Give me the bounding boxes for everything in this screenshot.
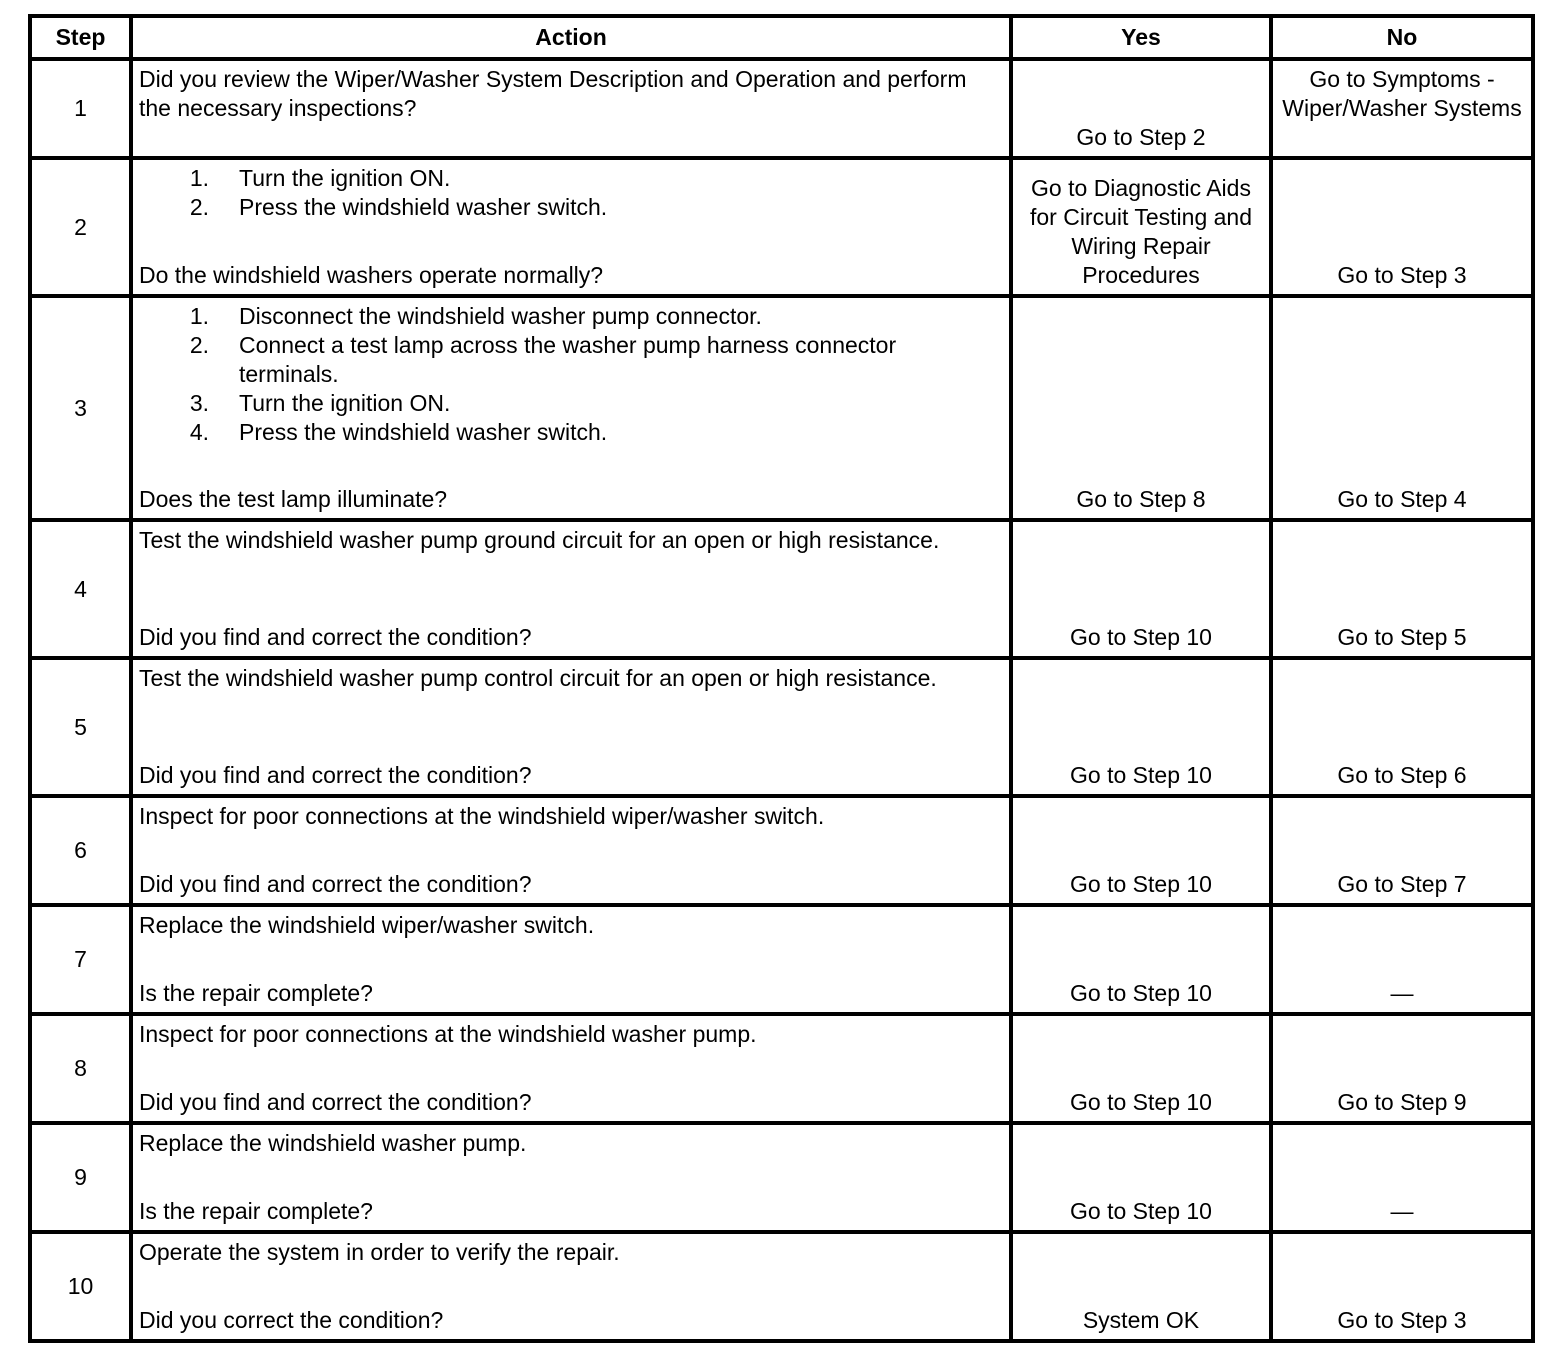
yes-result: Go to Step 10 — [1011, 1014, 1271, 1123]
action-instruction: Replace the windshield washer pump. — [139, 1130, 527, 1156]
list-item-number: 1. — [189, 303, 209, 329]
action-cell — [131, 158, 1011, 296]
action-question: Did you correct the condition? — [139, 1307, 444, 1333]
action-top — [139, 526, 999, 555]
yes-result: Go to Step 10 — [1011, 1123, 1271, 1232]
list-item — [139, 302, 999, 331]
list-item-text: Turn the ignition ON. — [239, 165, 451, 191]
action-top — [139, 911, 999, 940]
list-item-text: Connect a test lamp across the washer pump harness connector terminals. — [239, 332, 897, 387]
yes-result: Go to Step 10 — [1011, 905, 1271, 1014]
step-number: 3 — [30, 296, 131, 520]
table-row — [30, 905, 1533, 1014]
no-result: Go to Symptoms - Wiper/Washer Systems — [1271, 59, 1533, 158]
action-instruction: Did you review the Wiper/Washer System Description and Operation and perform the necessary inspections? — [139, 66, 967, 121]
procedure-list — [139, 302, 999, 447]
action-top — [139, 1238, 999, 1267]
step-number: 9 — [30, 1123, 131, 1232]
yes-result: Go to Step 8 — [1011, 296, 1271, 520]
action-question: Is the repair complete? — [139, 980, 373, 1006]
list-item-text: Disconnect the windshield washer pump connector. — [239, 303, 762, 329]
no-result: Go to Step 6 — [1271, 658, 1533, 796]
list-item-text: Turn the ignition ON. — [239, 390, 451, 416]
action-top — [139, 664, 999, 693]
list-item — [139, 331, 999, 389]
no-result: — — [1271, 905, 1533, 1014]
list-item-number: 3. — [189, 390, 209, 416]
no-result: — — [1271, 1123, 1533, 1232]
action-question: Did you find and correct the condition? — [139, 871, 532, 897]
table-row — [30, 796, 1533, 905]
yes-result: System OK — [1011, 1232, 1271, 1341]
list-item — [139, 164, 999, 193]
action-top — [139, 164, 999, 222]
step-number: 6 — [30, 796, 131, 905]
list-item-text: Press the windshield washer switch. — [239, 419, 608, 445]
no-result: Go to Step 3 — [1271, 158, 1533, 296]
action-top — [139, 1020, 999, 1049]
yes-result: Go to Diagnostic Aids for Circuit Testing and Wiring Repair Procedures — [1011, 158, 1271, 296]
list-item — [139, 418, 999, 447]
list-item-number: 1. — [189, 165, 209, 191]
action-question: Does the test lamp illuminate? — [139, 486, 448, 512]
action-question: Is the repair complete? — [139, 1198, 373, 1224]
procedure-list — [139, 164, 999, 222]
list-item-number: 2. — [189, 332, 209, 358]
header-step: Step — [30, 16, 131, 59]
step-number: 10 — [30, 1232, 131, 1341]
action-instruction: Inspect for poor connections at the windshield wiper/washer switch. — [139, 803, 825, 829]
header-action: Action — [131, 16, 1011, 59]
yes-result: Go to Step 10 — [1011, 796, 1271, 905]
list-item — [139, 193, 999, 222]
action-cell — [131, 796, 1011, 905]
no-result: Go to Step 9 — [1271, 1014, 1533, 1123]
header-yes: Yes — [1011, 16, 1271, 59]
table-row — [30, 59, 1533, 158]
action-instruction: Operate the system in order to verify the repair. — [139, 1239, 620, 1265]
action-question: Did you find and correct the condition? — [139, 624, 532, 650]
header-no: No — [1271, 16, 1533, 59]
list-item-number: 4. — [189, 419, 209, 445]
action-cell — [131, 520, 1011, 658]
step-number: 2 — [30, 158, 131, 296]
no-result: Go to Step 5 — [1271, 520, 1533, 658]
table-row — [30, 1232, 1533, 1341]
action-cell — [131, 59, 1011, 158]
action-cell — [131, 296, 1011, 520]
action-question: Did you find and correct the condition? — [139, 1089, 532, 1115]
table-row — [30, 158, 1533, 296]
yes-result: Go to Step 10 — [1011, 520, 1271, 658]
list-item-number: 2. — [189, 194, 209, 220]
action-top — [139, 302, 999, 447]
action-cell — [131, 1232, 1011, 1341]
action-cell — [131, 1014, 1011, 1123]
no-result: Go to Step 4 — [1271, 296, 1533, 520]
table-row — [30, 1123, 1533, 1232]
action-instruction: Replace the windshield wiper/washer switch. — [139, 912, 595, 938]
action-question: Do the windshield washers operate normally? — [139, 262, 604, 288]
action-instruction: Inspect for poor connections at the windshield washer pump. — [139, 1021, 757, 1047]
no-result: Go to Step 3 — [1271, 1232, 1533, 1341]
action-cell — [131, 658, 1011, 796]
step-number: 5 — [30, 658, 131, 796]
action-instruction: Test the windshield washer pump control circuit for an open or high resistance. — [139, 665, 937, 691]
action-question: Did you find and correct the condition? — [139, 762, 532, 788]
step-number: 1 — [30, 59, 131, 158]
action-top — [139, 65, 999, 123]
table-row — [30, 520, 1533, 658]
list-item-text: Press the windshield washer switch. — [239, 194, 608, 220]
table-row — [30, 658, 1533, 796]
action-top — [139, 1129, 999, 1158]
yes-result: Go to Step 2 — [1011, 59, 1271, 158]
diagnostic-table — [28, 14, 1535, 1343]
no-result: Go to Step 7 — [1271, 796, 1533, 905]
table-row — [30, 1014, 1533, 1123]
action-instruction: Test the windshield washer pump ground circuit for an open or high resistance. — [139, 527, 940, 553]
header-row — [30, 16, 1533, 59]
step-number: 7 — [30, 905, 131, 1014]
table-row — [30, 296, 1533, 520]
action-top — [139, 802, 999, 831]
action-cell — [131, 905, 1011, 1014]
action-cell — [131, 1123, 1011, 1232]
yes-result: Go to Step 10 — [1011, 658, 1271, 796]
step-number: 8 — [30, 1014, 131, 1123]
step-number: 4 — [30, 520, 131, 658]
list-item — [139, 389, 999, 418]
